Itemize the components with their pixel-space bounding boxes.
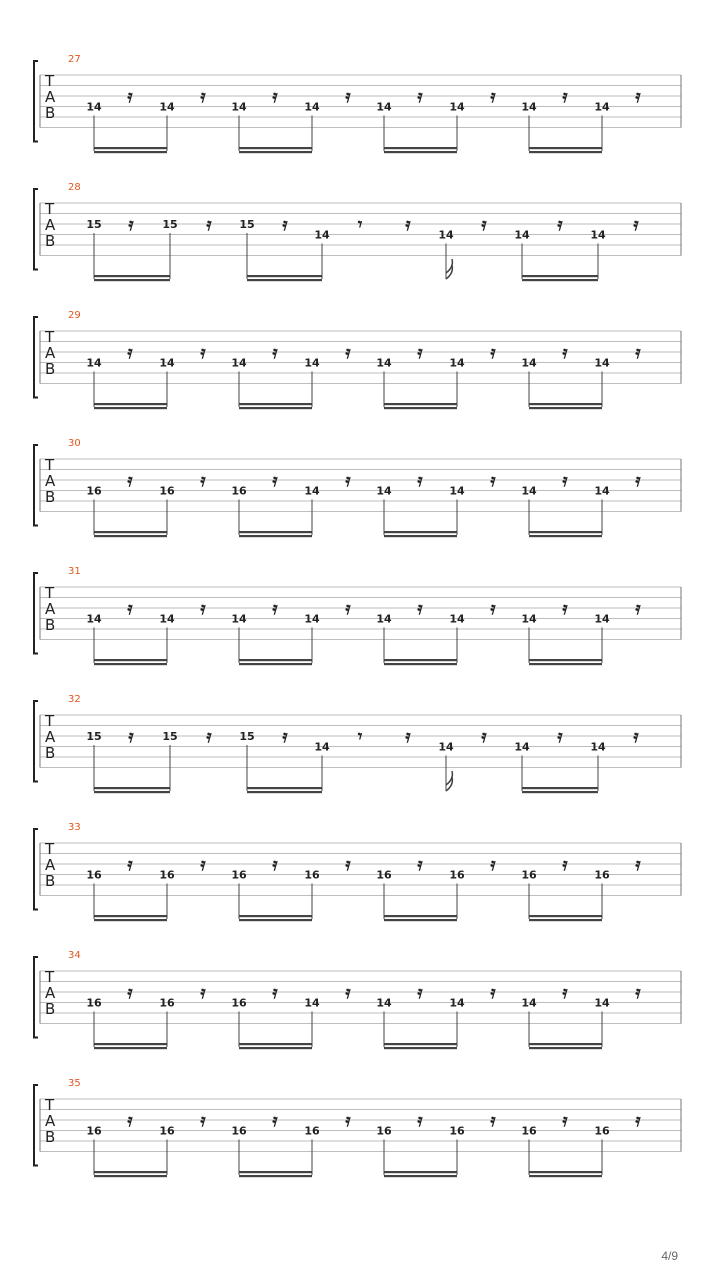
beam	[239, 535, 312, 537]
system-bracket	[34, 445, 38, 526]
fret-number: 14	[231, 100, 247, 114]
beam	[384, 1175, 457, 1177]
beam	[239, 659, 312, 661]
fret-number: 16	[86, 484, 102, 498]
sixteenth-rest: 𝄿	[127, 1111, 133, 1131]
beam	[384, 535, 457, 537]
beam	[529, 407, 602, 409]
sixteenth-rest: 𝄿	[345, 471, 351, 491]
beam	[522, 275, 598, 277]
beam	[384, 531, 457, 533]
fret-number: 14	[376, 356, 392, 370]
measure-number: 28	[68, 182, 81, 193]
fret-number: 14	[438, 740, 454, 754]
fret-number: 16	[159, 868, 175, 882]
sixteenth-rest: 𝄿	[272, 1111, 278, 1131]
fret-number: 14	[594, 100, 610, 114]
measure-number: 35	[68, 1078, 81, 1089]
sixteenth-rest: 𝄿	[272, 87, 278, 107]
tab-clef-B: B	[45, 488, 56, 506]
page-number: 4/9	[661, 1249, 678, 1263]
sixteenth-rest: 𝄿	[562, 471, 568, 491]
fret-number: 14	[304, 100, 320, 114]
beam	[384, 151, 457, 153]
fret-number: 14	[159, 356, 175, 370]
beam	[94, 275, 170, 277]
beam	[384, 659, 457, 661]
tab-clef-B: B	[45, 1128, 56, 1146]
beam	[94, 659, 167, 661]
system-bracket	[34, 829, 38, 910]
tab-system-31	[34, 566, 681, 665]
sixteenth-rest: 𝄿	[635, 471, 641, 491]
tab-clef-A: A	[45, 344, 56, 362]
beam	[239, 919, 312, 921]
eighth-rest: 𝄾	[357, 727, 363, 747]
beam	[529, 1047, 602, 1049]
sixteenth-rest: 𝄿	[633, 215, 639, 235]
fret-number: 14	[159, 612, 175, 626]
sixteenth-rest: 𝄿	[345, 87, 351, 107]
sixteenth-rest: 𝄿	[635, 855, 641, 875]
tab-system-35	[34, 1078, 681, 1177]
beam	[384, 403, 457, 405]
beam	[529, 919, 602, 921]
eighth-rest: 𝄾	[357, 215, 363, 235]
fret-number: 14	[304, 996, 320, 1010]
sixteenth-rest: 𝄿	[127, 599, 133, 619]
beam	[529, 1043, 602, 1045]
measure-number: 33	[68, 822, 81, 833]
beam	[94, 1171, 167, 1173]
sixteenth-rest: 𝄿	[635, 87, 641, 107]
sixteenth-rest: 𝄿	[405, 215, 411, 235]
measure-number: 29	[68, 310, 81, 321]
tab-clef-T: T	[45, 712, 55, 730]
measure-number: 34	[68, 950, 81, 961]
fret-number: 16	[594, 1124, 610, 1138]
tab-clef-T: T	[45, 328, 55, 346]
fret-number: 14	[86, 356, 102, 370]
tab-system-27	[34, 54, 681, 153]
fret-number: 16	[86, 868, 102, 882]
beam	[94, 1043, 167, 1045]
sixteenth-rest: 𝄿	[128, 215, 134, 235]
fret-number: 14	[449, 996, 465, 1010]
fret-number: 14	[521, 612, 537, 626]
beam	[529, 663, 602, 665]
fret-number: 14	[376, 100, 392, 114]
fret-number: 14	[314, 228, 330, 242]
sixteenth-rest: 𝄿	[481, 727, 487, 747]
sixteenth-rest: 𝄿	[635, 599, 641, 619]
tab-clef-B: B	[45, 1000, 56, 1018]
tab-clef-A: A	[45, 856, 56, 874]
fret-number: 15	[162, 730, 178, 743]
sixteenth-rest: 𝄿	[127, 855, 133, 875]
measure-number: 32	[68, 694, 81, 705]
beam	[94, 663, 167, 665]
fret-number: 16	[449, 1124, 465, 1138]
fret-number: 14	[514, 740, 530, 754]
fret-number: 14	[521, 484, 537, 498]
fret-number: 16	[304, 1124, 320, 1138]
tab-system-33	[34, 822, 681, 921]
sixteenth-rest: 𝄿	[490, 599, 496, 619]
fret-number: 14	[521, 100, 537, 114]
sixteenth-rest: 𝄿	[490, 983, 496, 1003]
fret-number: 15	[239, 218, 255, 231]
tab-clef-T: T	[45, 584, 55, 602]
measure-number: 31	[68, 566, 81, 577]
beam	[529, 1175, 602, 1177]
beam	[247, 787, 322, 789]
sixteenth-rest: 𝄿	[490, 855, 496, 875]
fret-number: 16	[521, 1124, 537, 1138]
beam	[94, 279, 170, 281]
sixteenth-rest: 𝄿	[128, 727, 134, 747]
system-bracket	[34, 189, 38, 270]
fret-number: 16	[376, 868, 392, 882]
system-bracket	[34, 957, 38, 1038]
tab-clef-A: A	[45, 728, 56, 746]
fret-number: 16	[231, 484, 247, 498]
tab-clef-B: B	[45, 744, 56, 762]
beam	[239, 1043, 312, 1045]
sixteenth-rest: 𝄿	[127, 471, 133, 491]
beam	[529, 1171, 602, 1173]
sixteenth-rest: 𝄿	[490, 343, 496, 363]
sixteenth-rest: 𝄿	[417, 983, 423, 1003]
system-bracket	[34, 61, 38, 142]
tab-clef-T: T	[45, 200, 55, 218]
fret-number: 15	[86, 730, 102, 743]
beam	[384, 1043, 457, 1045]
sixteenth-rest: 𝄿	[127, 87, 133, 107]
beam	[94, 791, 170, 793]
beam	[522, 279, 598, 281]
beam	[94, 151, 167, 153]
fret-number: 14	[594, 484, 610, 498]
fret-number: 16	[231, 868, 247, 882]
tab-clef-A: A	[45, 1112, 56, 1130]
tab-clef-B: B	[45, 360, 56, 378]
fret-number: 14	[304, 612, 320, 626]
sixteenth-rest: 𝄿	[272, 855, 278, 875]
beam	[239, 403, 312, 405]
sixteenth-rest: 𝄿	[481, 215, 487, 235]
beam	[94, 403, 167, 405]
sixteenth-rest: 𝄿	[562, 983, 568, 1003]
sixteenth-rest: 𝄿	[206, 727, 212, 747]
beam	[384, 663, 457, 665]
tab-system-30	[34, 438, 681, 537]
fret-number: 16	[231, 1124, 247, 1138]
tab-clef-A: A	[45, 216, 56, 234]
fret-number: 14	[376, 612, 392, 626]
beam	[529, 531, 602, 533]
sixteenth-rest: 𝄿	[272, 471, 278, 491]
sixteenth-rest: 𝄿	[635, 1111, 641, 1131]
beam	[239, 1047, 312, 1049]
tab-clef-A: A	[45, 600, 56, 618]
beam	[384, 915, 457, 917]
system-bracket	[34, 1085, 38, 1166]
beam	[94, 407, 167, 409]
measure-number: 30	[68, 438, 81, 449]
sixteenth-rest: 𝄿	[272, 343, 278, 363]
sixteenth-rest: 𝄿	[282, 727, 288, 747]
sixteenth-rest: 𝄿	[417, 1111, 423, 1131]
beam	[94, 787, 170, 789]
beam	[529, 535, 602, 537]
beam	[239, 147, 312, 149]
sixteenth-rest: 𝄿	[345, 599, 351, 619]
beam	[94, 147, 167, 149]
beam	[247, 275, 322, 277]
tab-system-32	[34, 694, 681, 793]
fret-number: 14	[376, 996, 392, 1010]
sixteenth-rest: 𝄿	[562, 855, 568, 875]
beam	[239, 1175, 312, 1177]
sixteenth-rest: 𝄿	[345, 343, 351, 363]
tab-clef-T: T	[45, 840, 55, 858]
sixteenth-rest: 𝄿	[127, 343, 133, 363]
sixteenth-rest: 𝄿	[417, 599, 423, 619]
fret-number: 14	[594, 996, 610, 1010]
beam	[529, 147, 602, 149]
sixteenth-rest: 𝄿	[562, 1111, 568, 1131]
sixteenth-rest: 𝄿	[272, 599, 278, 619]
tab-clef-T: T	[45, 72, 55, 90]
fret-number: 15	[239, 730, 255, 743]
sixteenth-rest: 𝄿	[490, 471, 496, 491]
fret-number: 16	[159, 996, 175, 1010]
beam	[94, 919, 167, 921]
tab-system-29	[34, 310, 681, 409]
tab-system-28	[34, 182, 681, 281]
beam	[94, 531, 167, 533]
fret-number: 14	[304, 356, 320, 370]
fret-number: 14	[514, 228, 530, 242]
fret-number: 14	[376, 484, 392, 498]
tab-clef-B: B	[45, 872, 56, 890]
sixteenth-rest: 𝄿	[345, 1111, 351, 1131]
sixteenth-rest: 𝄿	[633, 727, 639, 747]
tab-clef-T: T	[45, 968, 55, 986]
sixteenth-rest: 𝄿	[200, 87, 206, 107]
sixteenth-rest: 𝄿	[272, 983, 278, 1003]
tab-system-34	[34, 950, 681, 1049]
beam	[94, 1175, 167, 1177]
sixteenth-rest: 𝄿	[345, 855, 351, 875]
sixteenth-rest: 𝄿	[490, 1111, 496, 1131]
fret-number: 14	[314, 740, 330, 754]
tab-clef-A: A	[45, 984, 56, 1002]
sixteenth-rest: 𝄿	[200, 983, 206, 1003]
fret-number: 14	[521, 996, 537, 1010]
fret-number: 16	[159, 1124, 175, 1138]
fret-number: 14	[438, 228, 454, 242]
sixteenth-rest: 𝄿	[282, 215, 288, 235]
tab-clef-T: T	[45, 456, 55, 474]
tab-clef-B: B	[45, 616, 56, 634]
sixteenth-rest: 𝄿	[417, 343, 423, 363]
beam	[94, 915, 167, 917]
beam	[239, 531, 312, 533]
fret-number: 14	[86, 100, 102, 114]
tab-clef-T: T	[45, 1096, 55, 1114]
sixteenth-rest: 𝄿	[562, 343, 568, 363]
sixteenth-rest: 𝄿	[200, 599, 206, 619]
beam	[384, 1171, 457, 1173]
beam	[239, 1171, 312, 1173]
sixteenth-rest: 𝄿	[562, 87, 568, 107]
sixteenth-rest: 𝄿	[405, 727, 411, 747]
sixteenth-rest: 𝄿	[562, 599, 568, 619]
fret-number: 16	[231, 996, 247, 1010]
fret-number: 14	[449, 356, 465, 370]
sixteenth-rest: 𝄿	[635, 343, 641, 363]
beam	[239, 151, 312, 153]
beam	[384, 919, 457, 921]
fret-number: 14	[86, 612, 102, 626]
fret-number: 14	[231, 356, 247, 370]
sixteenth-rest: 𝄿	[490, 87, 496, 107]
fret-number: 14	[449, 612, 465, 626]
fret-number: 14	[590, 740, 606, 754]
fret-number: 16	[86, 1124, 102, 1138]
sixteenth-rest: 𝄿	[200, 343, 206, 363]
system-bracket	[34, 317, 38, 398]
sixteenth-rest: 𝄿	[417, 87, 423, 107]
system-bracket	[34, 573, 38, 654]
beam	[529, 915, 602, 917]
tab-clef-A: A	[45, 472, 56, 490]
beam	[384, 407, 457, 409]
beam	[384, 147, 457, 149]
beam	[94, 1047, 167, 1049]
beam	[522, 791, 598, 793]
fret-number: 14	[304, 484, 320, 498]
fret-number: 15	[162, 218, 178, 231]
sixteenth-rest: 𝄿	[557, 727, 563, 747]
fret-number: 16	[86, 996, 102, 1010]
sixteenth-rest: 𝄿	[635, 983, 641, 1003]
sixteenth-rest: 𝄿	[417, 855, 423, 875]
sixteenth-rest: 𝄿	[200, 855, 206, 875]
sixteenth-rest: 𝄿	[206, 215, 212, 235]
beam	[384, 1047, 457, 1049]
sixteenth-rest: 𝄿	[345, 983, 351, 1003]
fret-number: 16	[521, 868, 537, 882]
sixteenth-rest: 𝄿	[417, 471, 423, 491]
fret-number: 16	[594, 868, 610, 882]
tab-clef-A: A	[45, 88, 56, 106]
sixteenth-rest: 𝄿	[200, 471, 206, 491]
fret-number: 14	[231, 612, 247, 626]
fret-number: 14	[594, 612, 610, 626]
fret-number: 16	[449, 868, 465, 882]
beam	[94, 535, 167, 537]
fret-number: 14	[449, 484, 465, 498]
beam	[247, 279, 322, 281]
fret-number: 14	[159, 100, 175, 114]
fret-number: 15	[86, 218, 102, 231]
sixteenth-rest: 𝄿	[200, 1111, 206, 1131]
fret-number: 14	[521, 356, 537, 370]
beam	[247, 791, 322, 793]
fret-number: 14	[590, 228, 606, 242]
tab-clef-B: B	[45, 104, 56, 122]
tab-clef-B: B	[45, 232, 56, 250]
beam	[239, 407, 312, 409]
fret-number: 16	[159, 484, 175, 498]
beam	[529, 151, 602, 153]
fret-number: 16	[304, 868, 320, 882]
fret-number: 14	[449, 100, 465, 114]
sixteenth-rest: 𝄿	[127, 983, 133, 1003]
measure-number: 27	[68, 54, 81, 65]
beam	[239, 663, 312, 665]
system-bracket	[34, 701, 38, 782]
beam	[522, 787, 598, 789]
beam	[529, 659, 602, 661]
sixteenth-rest: 𝄿	[557, 215, 563, 235]
fret-number: 14	[594, 356, 610, 370]
beam	[239, 915, 312, 917]
beam	[529, 403, 602, 405]
fret-number: 16	[376, 1124, 392, 1138]
